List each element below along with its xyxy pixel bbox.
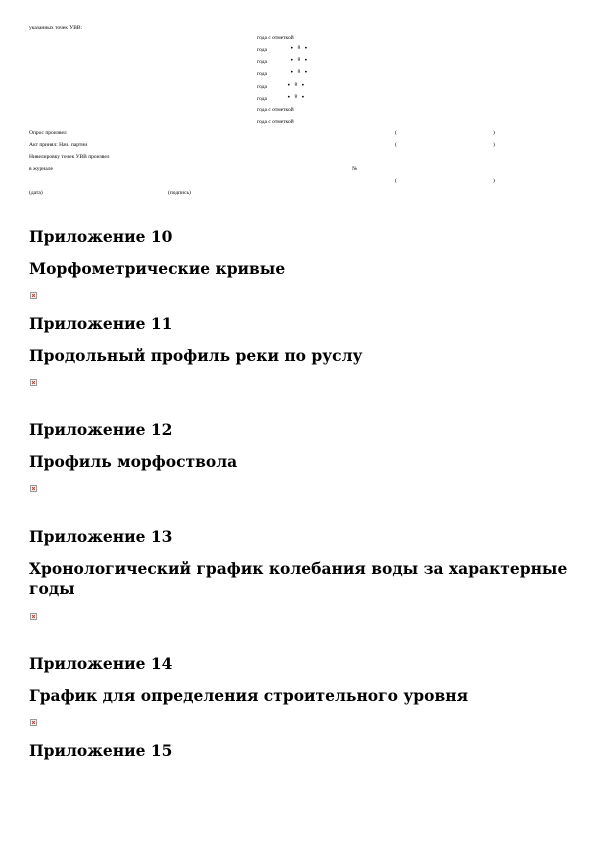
appendix-10-title: Морфометрические кривые bbox=[29, 259, 286, 278]
form-year-mark-2: годa с отметкой bbox=[257, 107, 294, 113]
broken-image-icon bbox=[30, 613, 37, 620]
broken-image-icon bbox=[30, 719, 37, 726]
appendix-10-number: Приложение 10 bbox=[29, 227, 173, 246]
form-paren-open-3: ( bbox=[395, 178, 397, 184]
form-paren-close-3: ) bbox=[493, 178, 495, 184]
form-survey-label: Опрос произвел bbox=[29, 130, 67, 136]
form-year-3: года bbox=[257, 71, 267, 77]
appendix-12-title: Профиль морфоствола bbox=[29, 452, 238, 471]
form-dots-4: • º • bbox=[287, 82, 306, 89]
appendix-14-title: График для определения строительного уровня bbox=[29, 686, 469, 705]
form-act-label: Акт принял: Нач. партии bbox=[29, 142, 88, 148]
form-journal-label: в журнале bbox=[29, 166, 53, 172]
form-year-2: года bbox=[257, 59, 267, 65]
broken-image-icon bbox=[30, 292, 37, 299]
form-points-label: указанных точек УВВ: bbox=[29, 25, 83, 31]
appendix-11-title: Продольный профиль реки по руслу bbox=[29, 346, 363, 365]
form-year-mark-1: годa с отметкой bbox=[257, 35, 294, 41]
form-paren-close-1: ) bbox=[493, 130, 495, 136]
form-dots-3: • º • bbox=[290, 69, 309, 76]
form-year-1: года bbox=[257, 47, 267, 53]
form-signature-label: (подпись) bbox=[168, 190, 191, 196]
form-dots-2: • º • bbox=[290, 57, 309, 64]
form-number-sign: № bbox=[352, 166, 358, 172]
form-paren-open-2: ( bbox=[395, 142, 397, 148]
broken-image-icon bbox=[30, 485, 37, 492]
appendix-11-number: Приложение 11 bbox=[29, 314, 173, 333]
appendix-13-title: Хронологический график колебания воды за характерные годы bbox=[29, 559, 568, 598]
appendix-12-number: Приложение 12 bbox=[29, 420, 173, 439]
broken-image-icon bbox=[30, 379, 37, 386]
form-year-mark-3: годa с отметкой bbox=[257, 119, 294, 125]
form-paren-close-2: ) bbox=[493, 142, 495, 148]
form-paren-open-1: ( bbox=[395, 130, 397, 136]
form-leveling-label: Нивелировку точек УВВ произвел bbox=[29, 154, 110, 160]
form-dots-1: • º • bbox=[290, 45, 309, 52]
appendix-15-number: Приложение 15 bbox=[29, 741, 173, 760]
form-year-4: года bbox=[257, 84, 267, 90]
form-date-label: (дата) bbox=[29, 190, 43, 196]
appendix-14-number: Приложение 14 bbox=[29, 654, 173, 673]
appendix-13-number: Приложение 13 bbox=[29, 527, 173, 546]
form-year-5: года bbox=[257, 96, 267, 102]
form-dots-5: • º • bbox=[287, 94, 306, 101]
